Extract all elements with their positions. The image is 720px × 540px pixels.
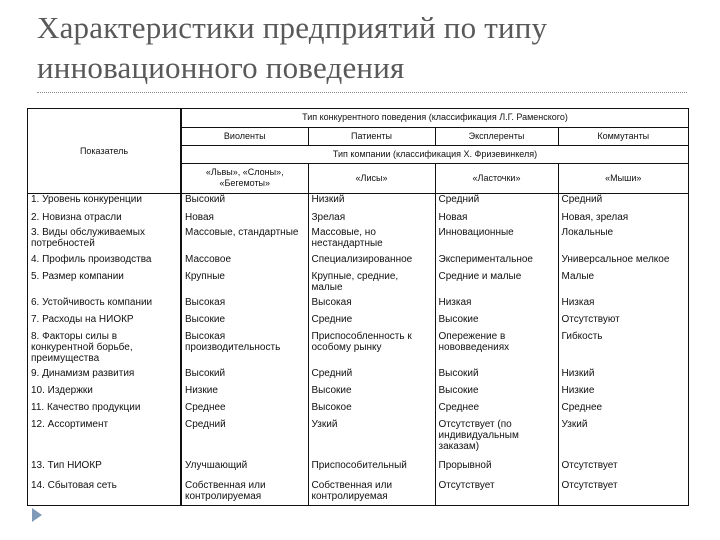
table-cell: Прорывной — [435, 460, 558, 480]
table-cell: Высокая — [308, 297, 435, 314]
table-cell: Новая, зрелая — [558, 212, 688, 228]
row-label: 2. Новизна отрасли — [31, 211, 122, 223]
row-label: 9. Динамизм развития — [31, 368, 135, 380]
table-cell: Отсутствуют — [558, 314, 688, 331]
table-cell: Отсутствует — [558, 460, 688, 480]
table-cell: Улучшающий — [181, 460, 308, 480]
table-cell: Среднее — [181, 402, 308, 419]
row-header-label: Показатель — [28, 109, 181, 194]
behavior-type: Патиенты — [308, 127, 435, 145]
behavior-type: Эксплеренты — [435, 127, 558, 145]
table-cell: Низкая — [558, 297, 688, 314]
company-type: «Мыши» — [558, 163, 688, 193]
table-cell: Средний — [308, 368, 435, 385]
table-cell: Средние и малые — [435, 271, 558, 297]
table-cell: Средний — [181, 419, 308, 460]
table-row — [28, 271, 688, 297]
table-cell: Крупные, средние, малые — [308, 271, 435, 297]
table-cell: Средний — [558, 194, 688, 212]
row-label: 8. Факторы силы в конкурентной борьбе, преимущества — [31, 331, 133, 365]
table-cell: Низкие — [181, 385, 308, 402]
table-cell: Высокие — [435, 385, 558, 402]
table-cell: Высокие — [308, 385, 435, 402]
table-row — [28, 331, 688, 368]
table-cell: Высокий — [181, 194, 308, 212]
table-cell: Узкий — [558, 419, 688, 460]
row-label: 6. Устойчивость компании — [31, 297, 153, 309]
header-mid: Тип компании (классификация Х. Фризевинкеля) — [181, 145, 688, 163]
table-cell: Приспособительный — [308, 460, 435, 480]
slide-title — [37, 8, 697, 88]
row-label: 12. Ассортимент — [31, 419, 109, 431]
table-cell: Низкий — [308, 194, 435, 212]
table-cell: Новая — [181, 212, 308, 228]
row-label: 4. Профиль производства — [31, 254, 152, 266]
table-cell: Универсальное мелкое — [558, 254, 688, 271]
table-cell: Массовые, но нестандартные — [308, 227, 435, 254]
table-cell: Высокое — [308, 402, 435, 419]
table-cell: Средний — [435, 194, 558, 212]
table-cell: Средние — [308, 314, 435, 331]
table-row — [28, 419, 688, 460]
table-cell: Высокий — [181, 368, 308, 385]
table-cell: Опережение в нововведениях — [435, 331, 558, 368]
slide-title-line-2: инновационного поведения — [37, 50, 405, 85]
table-row — [28, 297, 688, 314]
row-label: 14. Сбытовая сеть — [31, 480, 117, 492]
table-row — [28, 368, 688, 385]
table-cell: Низкая — [435, 297, 558, 314]
table-row — [28, 385, 688, 402]
row-label: 13. Тип НИОКР — [31, 459, 102, 471]
table-row — [28, 254, 688, 271]
table-cell: Отсутствует (по индивидуальным заказам) — [435, 419, 558, 460]
row-label: 3. Виды обслуживаемых потребностей — [31, 227, 145, 250]
table-cell: Узкий — [308, 419, 435, 460]
row-label: 1. Уровень конкуренции — [31, 194, 142, 206]
behavior-type: Коммутанты — [558, 127, 688, 145]
table-cell: Собственная или контролируемая — [308, 480, 435, 505]
table-cell: Малые — [558, 271, 688, 297]
table-row — [28, 314, 688, 331]
table-row — [28, 194, 688, 212]
table-cell: Массовые, стандартные — [181, 227, 308, 254]
table-cell: Среднее — [558, 402, 688, 419]
company-type: «Ласточки» — [435, 163, 558, 193]
table-cell: Массовое — [181, 254, 308, 271]
row-label: 11. Качество продукции — [31, 402, 141, 414]
table-cell: Низкий — [558, 368, 688, 385]
table-cell: Собственная или контролируемая — [181, 480, 308, 505]
slide-title-line-1: Характеристики предприятий по типу — [37, 10, 548, 45]
table-cell: Отсутствует — [558, 480, 688, 505]
table-cell: Крупные — [181, 271, 308, 297]
header-top: Тип конкурентного поведения (классификация Л.Г. Раменского) — [181, 109, 688, 127]
title-divider — [37, 92, 687, 93]
characteristics-table — [27, 108, 689, 506]
company-type: «Лисы» — [308, 163, 435, 193]
table-row — [28, 212, 688, 228]
row-label: 5. Размер компании — [31, 271, 124, 283]
table-cell: Высокий — [435, 368, 558, 385]
company-type: «Львы», «Слоны», «Бегемоты» — [181, 163, 308, 193]
table-cell: Высокая производительность — [181, 331, 308, 368]
row-label: 10. Издержки — [31, 385, 93, 397]
table-cell: Высокие — [435, 314, 558, 331]
table-cell: Среднее — [435, 402, 558, 419]
table-cell: Гибкость — [558, 331, 688, 368]
table-row — [28, 460, 688, 480]
table-cell: Зрелая — [308, 212, 435, 228]
table-cell: Высокая — [181, 297, 308, 314]
table-cell: Высокие — [181, 314, 308, 331]
table-row — [28, 480, 688, 505]
table-cell: Низкие — [558, 385, 688, 402]
table-cell: Новая — [435, 212, 558, 228]
table-row — [28, 402, 688, 419]
table-cell: Локальные — [558, 227, 688, 254]
table-cell: Специализированное — [308, 254, 435, 271]
triangle-right-icon — [32, 508, 42, 522]
behavior-type: Виоленты — [181, 127, 308, 145]
table-cell: Приспособленность к особому рынку — [308, 331, 435, 368]
table-row — [28, 227, 688, 254]
row-label: 7. Расходы на НИОКР — [31, 314, 134, 326]
table-cell: Экспериментальное — [435, 254, 558, 271]
table-cell: Отсутствует — [435, 480, 558, 505]
table-cell: Инновационные — [435, 227, 558, 254]
